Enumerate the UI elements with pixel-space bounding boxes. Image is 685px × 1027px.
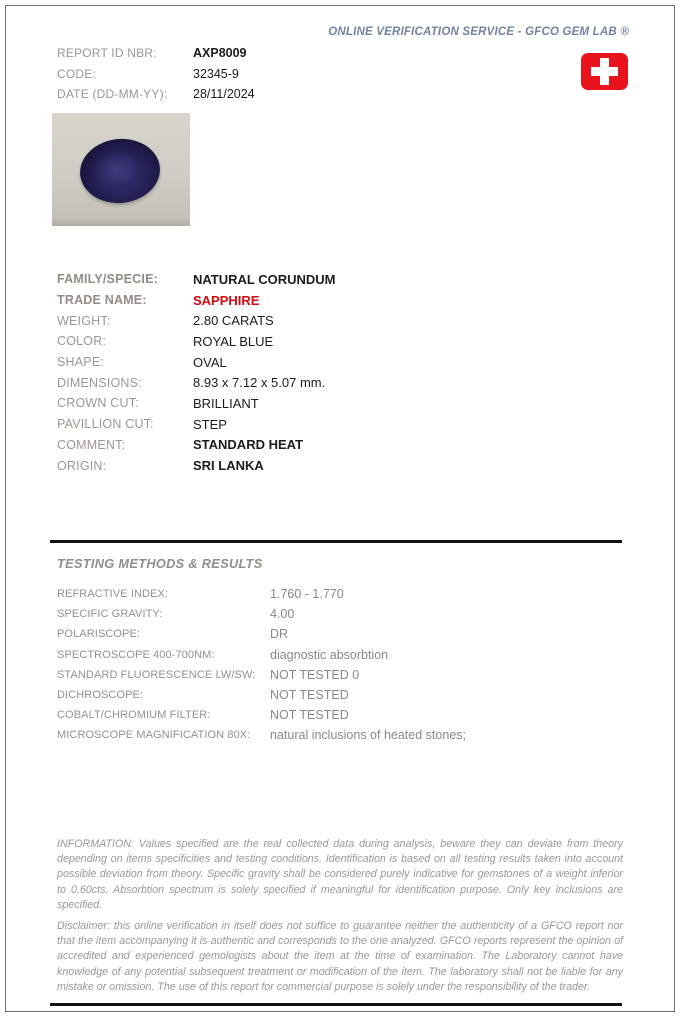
- date-value: 28/11/2024: [193, 87, 255, 102]
- dimensions-value: 8.93 x 7.12 x 5.07 mm.: [193, 375, 326, 391]
- family-label: FAMILY/SPECIE:: [57, 272, 158, 287]
- weight-label: WEIGHT:: [57, 313, 111, 328]
- color-label: COLOR:: [57, 334, 107, 349]
- swiss-cross-vertical: [600, 58, 609, 85]
- cobalt-filter-value: NOT TESTED: [270, 708, 349, 723]
- dimensions-label: DIMENSIONS:: [57, 375, 142, 390]
- report-id-block: [57, 43, 255, 105]
- refractive-index-row: [57, 584, 466, 604]
- date-row: [57, 84, 255, 105]
- stone-facet-highlight: [89, 145, 151, 197]
- trade-name-label: TRADE NAME:: [57, 293, 147, 308]
- origin-row: [57, 455, 336, 476]
- pavillion-cut-row: [57, 414, 336, 435]
- polariscope-row: [57, 624, 466, 644]
- weight-row: [57, 310, 336, 331]
- family-row: [57, 269, 336, 290]
- testing-section-heading: TESTING METHODS & RESULTS: [57, 556, 263, 571]
- comment-row: [57, 435, 336, 456]
- dichroscope-value: NOT TESTED: [270, 688, 349, 703]
- refractive-index-label: REFRACTIVE INDEX:: [57, 588, 169, 601]
- origin-value: SRI LANKA: [193, 458, 264, 474]
- information-paragraph: INFORMATION: Values specified are the real collected data during analysis, beware they can deviate from theory depending on items specificities and testing conditions. Identification is based on all testing results taken into account possible deviation from theory. Specific gravity shall be considered purely indicative for gemstones of a weight inferior to 0.60cts. Absorbtion spectrum is solely specified if meaningful for identification purpose. Only key inclusions are specified.: [57, 838, 623, 911]
- microscope-value: natural inclusions of heated stones;: [270, 728, 466, 743]
- code-value: 32345-9: [193, 66, 239, 81]
- cobalt-filter-row: [57, 705, 466, 725]
- disclaimer-paragraph: Disclaimer: this online verification in itself does not suffice to guarantee neither the authenticity of a GFCO report nor that the item accompanying it is authentic and corresponds to the one analyzed. GFCO reports represent the opinion of accredited and experienced gemologists about the item at the time of examination. The Laboratory cannot have knowledge of any potential subsequent treatment or modification of the item. The laboratory shall not be liable for any mistake or omission. The use of this report for commercial purpose is solely under the responsibility of the trader.: [57, 920, 623, 993]
- shape-value: OVAL: [193, 354, 227, 370]
- specific-gravity-label: SPECIFIC GRAVITY:: [57, 608, 163, 621]
- crown-cut-row: [57, 393, 336, 414]
- section-divider: [50, 540, 622, 543]
- cobalt-filter-label: COBALT/CHROMIUM FILTER:: [57, 709, 211, 722]
- color-row: [57, 331, 336, 352]
- fluorescence-value: NOT TESTED 0: [270, 667, 360, 682]
- dichroscope-label: DICHROSCOPE:: [57, 689, 144, 702]
- origin-label: ORIGIN:: [57, 458, 107, 473]
- report-id-label: REPORT ID NBR:: [57, 46, 157, 61]
- shape-label: SHAPE:: [57, 355, 105, 370]
- swiss-flag-icon: [581, 53, 628, 90]
- crown-cut-label: CROWN CUT:: [57, 396, 139, 411]
- family-value: NATURAL CORUNDUM: [193, 271, 336, 287]
- fluorescence-label: STANDARD FLUORESCENCE LW/SW:: [57, 668, 256, 681]
- shape-row: [57, 352, 336, 373]
- microscope-label: MICROSCOPE MAGNIFICATION 80X:: [57, 729, 251, 742]
- dichroscope-row: [57, 685, 466, 705]
- code-label: CODE:: [57, 66, 97, 81]
- report-id-row: [57, 43, 255, 64]
- page-title: ONLINE VERIFICATION SERVICE - GFCO GEM LAB ®: [328, 26, 629, 38]
- spectroscope-label: SPECTROSCOPE 400-700NM:: [57, 648, 215, 661]
- comment-label: COMMENT:: [57, 437, 126, 452]
- pavillion-cut-value: STEP: [193, 416, 227, 432]
- spectroscope-row: [57, 645, 466, 665]
- specific-gravity-row: [57, 604, 466, 624]
- specific-gravity-value: 4.00: [270, 607, 295, 622]
- report-id-value: AXP8009: [193, 46, 247, 61]
- code-row: [57, 64, 255, 85]
- trade-name-row: [57, 290, 336, 311]
- testing-results-block: [57, 584, 466, 746]
- crown-cut-value: BRILLIANT: [193, 395, 259, 411]
- pavillion-cut-label: PAVILLION CUT:: [57, 417, 154, 432]
- color-value: ROYAL BLUE: [193, 333, 274, 349]
- refractive-index-value: 1.760 - 1.770: [270, 587, 344, 602]
- gemstone-photo: [52, 113, 190, 226]
- sapphire-stone-image: [77, 135, 163, 207]
- trade-name-value: SAPPHIRE: [193, 292, 260, 308]
- gem-details-block: [57, 269, 336, 476]
- spectroscope-value: diagnostic absorbtion: [270, 647, 389, 662]
- fluorescence-row: [57, 665, 466, 685]
- microscope-row: [57, 725, 466, 745]
- date-label: DATE (DD-MM-YY):: [57, 87, 168, 102]
- bottom-rule: [50, 1003, 622, 1006]
- polariscope-label: POLARISCOPE:: [57, 628, 141, 641]
- dimensions-row: [57, 372, 336, 393]
- weight-value: 2.80 CARATS: [193, 313, 274, 329]
- comment-value: STANDARD HEAT: [193, 437, 304, 453]
- polariscope-value: DR: [270, 627, 289, 642]
